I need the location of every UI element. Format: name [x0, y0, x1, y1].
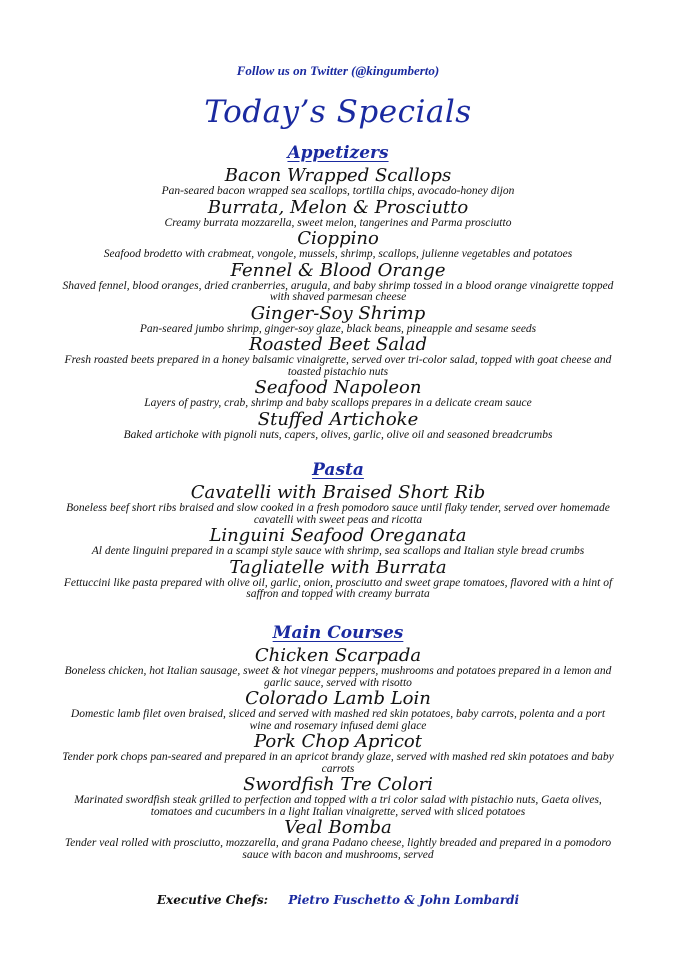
menu-item-desc: Pan-seared bacon wrapped sea scallops, tortilla chips, avocado-honey dijon [161, 185, 515, 197]
appetizers-section [0, 142, 676, 441]
menu-item-desc: Al dente linguini prepared in a scampi style sauce with shrimp, sea scallops and Italian style bread crumbs [91, 545, 585, 557]
menu-item-desc: Seafood brodetto with crabmeat, vongole, mussels, shrimp, scallops, julienne vegetables and potatoes [103, 248, 573, 260]
menu-item-name: Burrata, Melon & Prosciutto [207, 196, 469, 218]
menu-item-desc: Marinated swordfish steak grilled to perfection and topped with a tri color salad with pistachio nuts, Gaeta olives, tomatoes and cucumbers in a light Italian vinaigrette, served with sliced potatoes [74, 794, 602, 818]
section-heading-pasta: Pasta [312, 460, 364, 480]
menu-item-name: Stuffed Artichoke [257, 408, 419, 430]
section-heading-appetizers: Appetizers [287, 143, 389, 163]
section-heading-main-courses: Main Courses [272, 623, 404, 643]
executive-chefs-line [0, 893, 676, 907]
menu-item-name: Cioppino [297, 228, 379, 249]
executive-chefs-label: Executive Chefs: [156, 893, 269, 907]
menu-item-desc: Shaved fennel, blood oranges, dried cranberries, arugula, and baby shrimp tossed in a blood orange vinaigrette topped with shaved parmesan cheese [62, 279, 614, 303]
menu-item-name: Ginger-Soy Shrimp [250, 302, 426, 324]
menu-item-desc: Fettuccini like pasta prepared with olive oil, garlic, onion, prosciutto and sweet grape tomatoes, flavored with a hint of saffron and topped with creamy burrata [63, 576, 613, 600]
menu-item-name: Swordfish Tre Colori [243, 774, 433, 795]
menu-item-desc: Layers of pastry, crab, shrimp and baby scallops prepares in a delicate cream sauce [144, 397, 532, 409]
menu-item-name: Fennel & Blood Orange [230, 259, 446, 281]
main-courses-section [0, 622, 676, 861]
twitter-follow-line: Follow us on Twitter (@kingumberto) [236, 63, 440, 78]
menu-item-name: Seafood Napoleon [254, 377, 422, 398]
menu-item-desc: Domestic lamb filet oven braised, sliced and served with mashed red skin potatoes, baby carrots, polenta and a port wine and rosemary infused demi glace [70, 708, 606, 732]
menu-item-desc: Baked artichoke with pignoli nuts, capers, olives, garlic, olive oil and seasoned breadcrumbs [123, 428, 553, 441]
menu-item-desc: Fresh roasted beets prepared in a honey balsamic vinaigrette, served over tri-color salad, topped with goat cheese and toasted pistachio nuts [64, 354, 612, 378]
menu-item-desc: Pan-seared jumbo shrimp, ginger-soy glaze, black beans, pineapple and sesame seeds [139, 322, 537, 335]
menu-item-name: Roasted Beet Salad [248, 334, 428, 355]
menu-item-name: Linguini Seafood Oreganata [209, 525, 467, 546]
menu-item-desc: Tender pork chops pan-seared and prepared in an apricot brandy glaze, served with mashed red skin potatoes and baby carrots [62, 751, 614, 775]
menu-item-name: Colorado Lamb Loin [245, 688, 431, 709]
menu-item-desc: Boneless beef short ribs braised and slow cooked in a fresh pomodoro sauce until flaky tender, served over homemade cavatelli with sweet peas and ricotta [66, 502, 610, 526]
menu-item-name: Bacon Wrapped Scallops [224, 165, 452, 186]
executive-chefs-names: Pietro Fuschetto & John Lombardi [288, 893, 520, 907]
menu-item-desc: Tender veal rolled with prosciutto, mozzarella, and grana Padano cheese, lightly breaded and prepared in a pomodoro sauce with bacon and mushrooms, served [64, 837, 612, 861]
menu-item-name: Chicken Scarpada [254, 645, 422, 666]
menu-item-name: Veal Bomba [284, 817, 392, 838]
menu-item-desc: Boneless chicken, hot Italian sausage, sweet & hot vinegar peppers, mushrooms and potatoes prepared in a lemon and garlic sauce, served with risotto [64, 665, 612, 689]
menu-item-name: Cavatelli with Braised Short Rib [190, 482, 486, 503]
page-title: Today’s Specials [204, 94, 472, 130]
menu-item-name: Pork Chop Apricot [254, 731, 422, 752]
menu-item-name: Tagliatelle with Burrata [229, 556, 447, 578]
pasta-section [0, 459, 676, 601]
menu-item-desc: Creamy burrata mozzarella, sweet melon, tangerines and Parma prosciutto [164, 216, 512, 229]
